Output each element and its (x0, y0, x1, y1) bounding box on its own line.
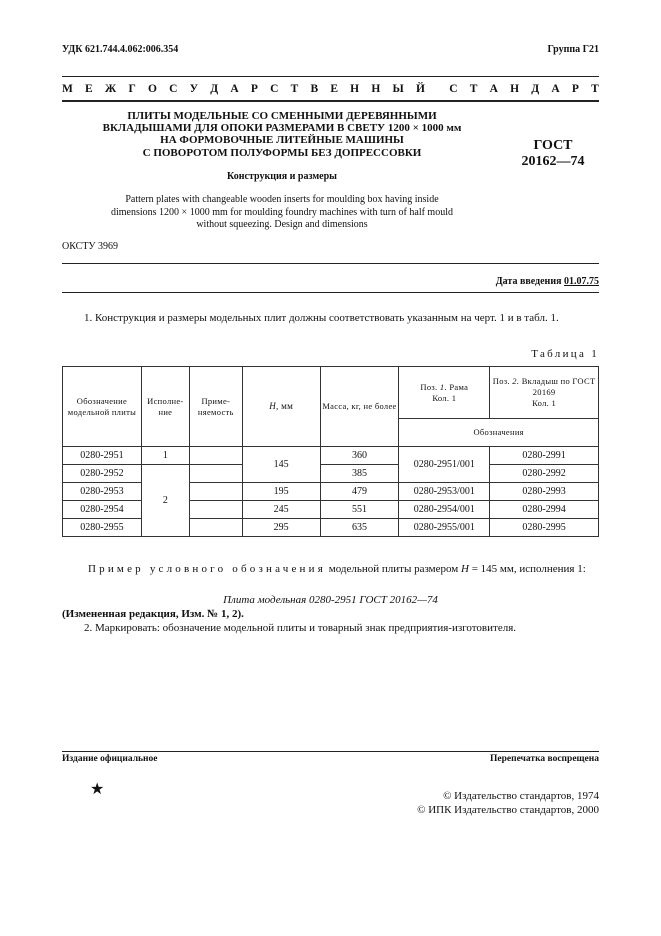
banner-letter: Т (290, 83, 299, 95)
title-line-4: С ПОВОРОТОМ ПОЛУФОРМЫ БЕЗ ДОПРЕССОВКИ (142, 146, 422, 159)
example-h-symbol: H (461, 563, 469, 575)
banner-letter: С (270, 83, 279, 95)
banner-letter: О (147, 83, 157, 95)
table-row (63, 447, 599, 465)
banner-letter: С (449, 83, 458, 95)
cell-designation: 0280-2954 (63, 501, 142, 519)
dimensions-table (62, 366, 599, 537)
header-applicability: Приме-няемость (189, 367, 242, 447)
gost-label: ГОСТ (533, 138, 573, 153)
header-insert (490, 367, 599, 419)
header-h-symbol: H (269, 401, 277, 411)
banner-letter: В (310, 83, 319, 95)
header-frame-count: Кол. 1 (432, 392, 457, 403)
banner-letter: У (189, 83, 199, 95)
banner-letter: А (230, 83, 239, 95)
cell-insert: 0280-2991 (490, 447, 599, 465)
cell-applicability (189, 465, 242, 483)
cell-designation: 0280-2952 (63, 465, 142, 483)
cell-frame: 0280-2951/001 (399, 447, 490, 483)
paragraph-1: 1. Конструкция и размеры модельных плит должны соответствовать указанным на черт. 1 и в табл. 1. (84, 312, 559, 324)
banner-letter: Е (330, 83, 338, 95)
cell-frame: 0280-2955/001 (399, 519, 490, 537)
banner-letter: Й (415, 83, 425, 95)
cell-insert: 0280-2994 (490, 501, 599, 519)
standard-banner (62, 83, 599, 95)
cell-frame: 0280-2953/001 (399, 483, 490, 501)
header-h-unit: , мм (276, 401, 294, 411)
title-line-3: НА ФОРМОВОЧНЫЕ ЛИТЕЙНЫЕ МАШИНЫ (160, 134, 404, 147)
cell-applicability (189, 447, 242, 465)
cell-mass: 479 (320, 483, 399, 501)
banner-letter: Т (591, 83, 599, 95)
cell-applicability (189, 483, 242, 501)
header-version: Исполне-ние (141, 367, 189, 447)
document-subtitle: Конструкция и размеры (227, 171, 337, 182)
cell-applicability (189, 501, 242, 519)
english-title (62, 194, 502, 232)
banner-letter: Д (210, 83, 219, 95)
table-label: Таблица 1 (531, 348, 599, 360)
cell-designation: 0280-2953 (63, 483, 142, 501)
intro-date-value: 01.07.75 (564, 276, 599, 287)
document-title (62, 110, 502, 159)
banner-letter: Р (250, 83, 258, 95)
header-insert-title: Поз. 2. Вкладыш по ГОСТ 20169 (492, 376, 596, 397)
divider-footer (62, 751, 599, 752)
cell-mass: 551 (320, 501, 399, 519)
banner-letter: М (62, 83, 73, 95)
banner-letter: Ы (392, 83, 404, 95)
banner-letter: С (169, 83, 178, 95)
english-title-line-3: without squeezing. Design and dimensions (196, 219, 368, 230)
header-frame-title: Поз. 1. Рама (420, 381, 469, 392)
header-mass: Масса, кг, не более (320, 367, 399, 447)
intro-date (496, 276, 599, 287)
cell-h: 295 (242, 519, 320, 537)
cell-designation: 0280-2951 (63, 447, 142, 465)
banner-letter: А (489, 83, 498, 95)
gost-number: 20162—74 (521, 154, 585, 169)
english-title-line-2: dimensions 1200 × 1000 mm for moulding foundry machines with turn of half mould (111, 206, 453, 218)
star-icon: ★ (90, 781, 105, 798)
divider-banner (62, 100, 599, 102)
udk-code: УДК 621.744.4.062:006.354 (62, 44, 179, 55)
divider-top (62, 76, 599, 77)
header-designations: Обозначения (399, 419, 599, 447)
banner-letter: Е (85, 83, 93, 95)
banner-letter: Д (531, 83, 540, 95)
example-text-before: модельной плиты размером (328, 563, 459, 575)
cell-designation: 0280-2955 (63, 519, 142, 537)
cell-insert: 0280-2992 (490, 465, 599, 483)
title-line-1: ПЛИТЫ МОДЕЛЬНЫЕ СО СМЕННЫМИ ДЕРЕВЯННЫМИ (127, 110, 437, 122)
official-edition: Издание официальное (62, 754, 158, 764)
gost-number-block (498, 138, 608, 170)
example-designation: Плита модельная 0280-2951 ГОСТ 20162—74 (223, 594, 438, 606)
cell-applicability (189, 519, 242, 537)
banner-letter: Г (128, 83, 136, 95)
copyright-1974: © Издательство стандартов, 1974 (443, 790, 599, 802)
cell-insert: 0280-2993 (490, 483, 599, 501)
group-code: Группа Г21 (547, 44, 599, 55)
cell-frame: 0280-2954/001 (399, 501, 490, 519)
example-spaced-label: Пример условного обозначения (88, 563, 326, 575)
intro-date-label: Дата введения (495, 276, 562, 287)
divider-okstu (62, 263, 599, 264)
cell-mass: 635 (320, 519, 399, 537)
cell-mass: 385 (320, 465, 399, 483)
amendment-note: (Измененная редакция, Изм. № 1, 2). (62, 608, 244, 620)
cell-version: 2 (141, 465, 189, 537)
cell-h: 245 (242, 501, 320, 519)
copyright-2000: © ИПК Издательство стандартов, 2000 (417, 804, 599, 816)
header-frame (399, 367, 490, 419)
okstu-code: ОКСТУ 3969 (62, 241, 119, 252)
title-line-2: ВКЛАДЫШАМИ ДЛЯ ОПОКИ РАЗМЕРАМИ В СВЕТУ 1200 × 1000 мм (102, 122, 462, 135)
cell-version: 1 (141, 447, 189, 465)
example-paragraph (62, 563, 602, 576)
header-designation: Обозначение модельной плиты (63, 367, 142, 447)
banner-letter: Н (510, 83, 520, 95)
banner-letter: Н (371, 83, 381, 95)
cell-h: 145 (242, 447, 320, 483)
copyright-block (417, 789, 599, 817)
header-h (242, 367, 320, 447)
cell-insert: 0280-2995 (490, 519, 599, 537)
banner-letter: Ж (104, 83, 117, 95)
header-insert-count: Кол. 1 (532, 398, 557, 408)
english-title-line-1: Pattern plates with changeable wooden inserts for moulding box having inside (125, 194, 439, 205)
paragraph-2: 2. Маркировать: обозначение модельной плиты и товарный знак предприятия-изготовителя. (84, 622, 517, 634)
example-text-after: = 145 мм, исполнения 1: (471, 563, 586, 575)
banner-letter: Н (350, 83, 360, 95)
cell-h: 195 (242, 483, 320, 501)
reprint-prohibited: Перепечатка воспрещена (489, 754, 599, 764)
banner-letter: Р (571, 83, 579, 95)
cell-mass: 360 (320, 447, 399, 465)
divider-date (62, 292, 599, 293)
table-row (63, 465, 599, 483)
banner-letter: Т (469, 83, 478, 95)
banner-letter: А (551, 83, 560, 95)
